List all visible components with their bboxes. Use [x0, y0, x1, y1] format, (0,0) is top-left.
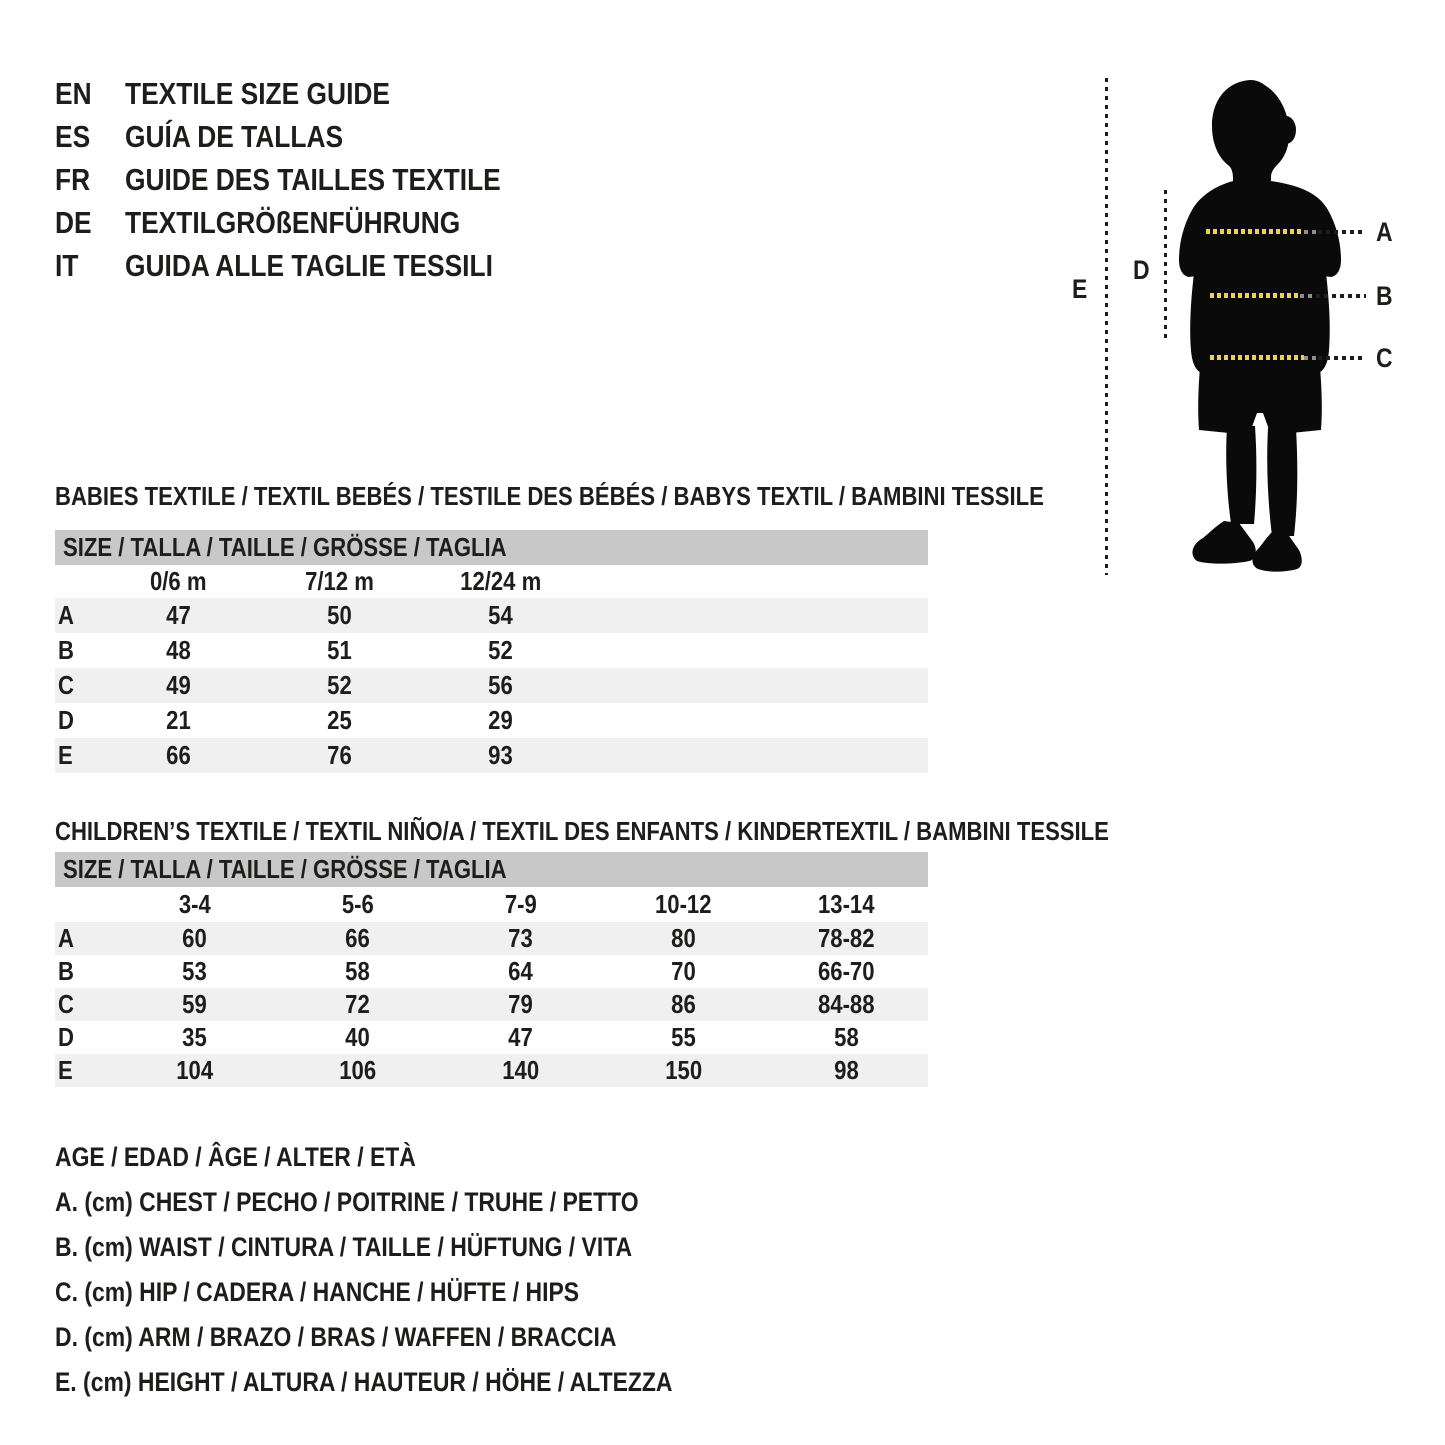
- table-cell: 35: [182, 1022, 207, 1052]
- children-col-5-6: 5-6: [341, 889, 374, 919]
- table-cell: 84-88: [818, 989, 875, 1019]
- table-cell: 78-82: [818, 923, 875, 953]
- table-cell: 66: [345, 923, 370, 953]
- children-row-b: [55, 955, 928, 988]
- chest-measure-fade-a: [1304, 230, 1316, 234]
- row-label: D: [58, 705, 74, 735]
- waist-leader-line-b: [1316, 294, 1366, 298]
- children-row-e: [55, 1054, 928, 1087]
- table-cell: 21: [166, 705, 191, 735]
- table-cell: 140: [502, 1055, 539, 1085]
- babies-section-title: BABIES TEXTILE / TEXTIL BEBÉS / TESTILE DES BÉBÉS / BABYS TEXTIL / BAMBINI TESSILE: [55, 481, 1044, 511]
- hip-measure-dashes-c: [1210, 355, 1304, 360]
- row-label: E: [58, 1055, 73, 1085]
- table-cell: 76: [327, 740, 352, 770]
- table-cell: 47: [508, 1022, 533, 1052]
- legend-waist: B. (cm) WAIST / CINTURA / TAILLE / HÜFTUNG / VITA: [55, 1232, 633, 1262]
- children-row-a: [55, 922, 928, 955]
- table-cell: 79: [508, 989, 533, 1019]
- table-cell: 86: [671, 989, 696, 1019]
- legend-height: E. (cm) HEIGHT / ALTURA / HAUTEUR / HÖHE / ALTEZZA: [55, 1367, 673, 1397]
- row-label: C: [58, 670, 74, 700]
- babies-size-header-label: SIZE / TALLA / TAILLE / GRÖSSE / TAGLIA: [63, 532, 507, 562]
- hip-measure-fade-c: [1304, 356, 1316, 360]
- row-label: E: [58, 740, 73, 770]
- table-cell: 98: [834, 1055, 859, 1085]
- children-size-header-label: SIZE / TALLA / TAILLE / GRÖSSE / TAGLIA: [63, 854, 507, 884]
- figure-label-c: C: [1376, 343, 1393, 373]
- silhouette-shoe-right: [1252, 532, 1301, 572]
- legend-hip: C. (cm) HIP / CADERA / HANCHE / HÜFTE / HIPS: [55, 1277, 580, 1307]
- table-cell: 64: [508, 956, 533, 986]
- table-cell: 49: [166, 670, 191, 700]
- guide-title-de: TEXTILGRÖßENFÜHRUNG: [125, 205, 461, 240]
- table-cell: 50: [327, 600, 352, 630]
- babies-row-a: [55, 598, 928, 633]
- table-cell: 106: [339, 1055, 376, 1085]
- babies-col-0-6m: 0/6 m: [150, 566, 207, 596]
- arm-measure-line-d: [1164, 190, 1167, 342]
- language-row-de: [55, 201, 655, 244]
- children-row-d: [55, 1021, 928, 1054]
- table-cell: 93: [488, 740, 513, 770]
- children-col-10-12: 10-12: [655, 889, 712, 919]
- row-label: B: [58, 635, 74, 665]
- babies-row-e: [55, 738, 928, 773]
- language-code: IT: [55, 248, 79, 283]
- chest-measure-dashes-a: [1206, 229, 1304, 234]
- language-code: FR: [55, 162, 91, 197]
- language-title-block: [55, 72, 655, 287]
- babies-col-7-12m: 7/12 m: [305, 566, 374, 596]
- figure-label-d: D: [1133, 255, 1150, 285]
- language-row-fr: [55, 158, 655, 201]
- guide-title-es: GUÍA DE TALLAS: [125, 119, 344, 154]
- babies-col-header: [420, 566, 581, 597]
- language-row-en: [55, 72, 655, 115]
- babies-row-b: [55, 633, 928, 668]
- chest-leader-line-a: [1318, 230, 1366, 234]
- children-col-header: [602, 889, 765, 920]
- babies-col-header: [259, 566, 420, 597]
- table-cell: 25: [327, 705, 352, 735]
- children-col-3-4: 3-4: [178, 889, 211, 919]
- table-cell: 58: [834, 1022, 859, 1052]
- silhouette-hair: [1276, 116, 1296, 144]
- table-cell: 47: [166, 600, 191, 630]
- guide-title-en: TEXTILE SIZE GUIDE: [125, 76, 391, 111]
- language-code: ES: [55, 119, 91, 154]
- row-label: B: [58, 956, 74, 986]
- table-cell: 104: [176, 1055, 213, 1085]
- table-cell: 51: [327, 635, 352, 665]
- babies-col-header: [98, 566, 259, 597]
- table-cell: 40: [345, 1022, 370, 1052]
- silhouette-leg-left: [1226, 426, 1256, 524]
- row-label: C: [58, 989, 74, 1019]
- table-cell: 60: [182, 923, 207, 953]
- silhouette-shoe-left: [1192, 521, 1255, 564]
- table-cell: 29: [488, 705, 513, 735]
- children-col-header: [765, 889, 928, 920]
- babies-column-header-row: [55, 565, 928, 598]
- waist-measure-dashes-b: [1210, 293, 1300, 298]
- figure-label-e: E: [1072, 274, 1088, 304]
- children-col-13-14: 13-14: [818, 889, 875, 919]
- height-measure-line-e: [1105, 78, 1108, 575]
- table-cell: 54: [488, 600, 513, 630]
- guide-title-fr: GUIDE DES TAILLES TEXTILE: [125, 162, 501, 197]
- row-label: A: [58, 923, 74, 953]
- figure-label-b: B: [1376, 281, 1393, 311]
- babies-col-12-24m: 12/24 m: [459, 566, 542, 596]
- row-label: A: [58, 600, 74, 630]
- table-cell: 58: [345, 956, 370, 986]
- silhouette-leg-right: [1267, 428, 1297, 536]
- guide-title-it: GUIDA ALLE TAGLIE TESSILI: [125, 248, 493, 283]
- children-row-c: [55, 988, 928, 1021]
- table-cell: 53: [182, 956, 207, 986]
- children-column-header-row: [55, 887, 928, 922]
- legend-arm: D. (cm) ARM / BRAZO / BRAS / WAFFEN / BRACCIA: [55, 1322, 617, 1352]
- children-col-header: [276, 889, 439, 920]
- waist-measure-fade-b: [1300, 294, 1314, 298]
- children-col-7-9: 7-9: [504, 889, 537, 919]
- table-cell: 52: [327, 670, 352, 700]
- language-row-es: [55, 115, 655, 158]
- legend-chest: A. (cm) CHEST / PECHO / POITRINE / TRUHE / PETTO: [55, 1187, 639, 1217]
- row-label: D: [58, 1022, 74, 1052]
- language-code: EN: [55, 76, 92, 111]
- children-col-header: [113, 889, 276, 920]
- table-cell: 59: [182, 989, 207, 1019]
- table-cell: 52: [488, 635, 513, 665]
- table-cell: 66: [166, 740, 191, 770]
- table-cell: 48: [166, 635, 191, 665]
- table-cell: 56: [488, 670, 513, 700]
- babies-row-c: [55, 668, 928, 703]
- table-cell: 72: [345, 989, 370, 1019]
- language-row-it: [55, 244, 655, 287]
- hip-leader-line-c: [1318, 356, 1366, 360]
- legend-age: AGE / EDAD / ÂGE / ALTER / ETÀ: [55, 1142, 416, 1172]
- table-cell: 73: [508, 923, 533, 953]
- children-section-title: CHILDREN’S TEXTILE / TEXTIL NIÑO/A / TEXTIL DES ENFANTS / KINDERTEXTIL / BAMBINI TESSILE: [55, 816, 1109, 846]
- children-size-header-bar: [55, 852, 928, 887]
- table-cell: 80: [671, 923, 696, 953]
- table-cell: 150: [665, 1055, 702, 1085]
- language-code: DE: [55, 205, 92, 240]
- measurement-legend: [55, 1135, 781, 1405]
- babies-row-d: [55, 703, 928, 738]
- babies-size-header-bar: [55, 530, 928, 565]
- table-cell: 70: [671, 956, 696, 986]
- child-silhouette-image: [1175, 78, 1345, 578]
- table-cell: 55: [671, 1022, 696, 1052]
- figure-label-a: A: [1376, 217, 1393, 247]
- children-col-header: [439, 889, 602, 920]
- table-cell: 66-70: [818, 956, 875, 986]
